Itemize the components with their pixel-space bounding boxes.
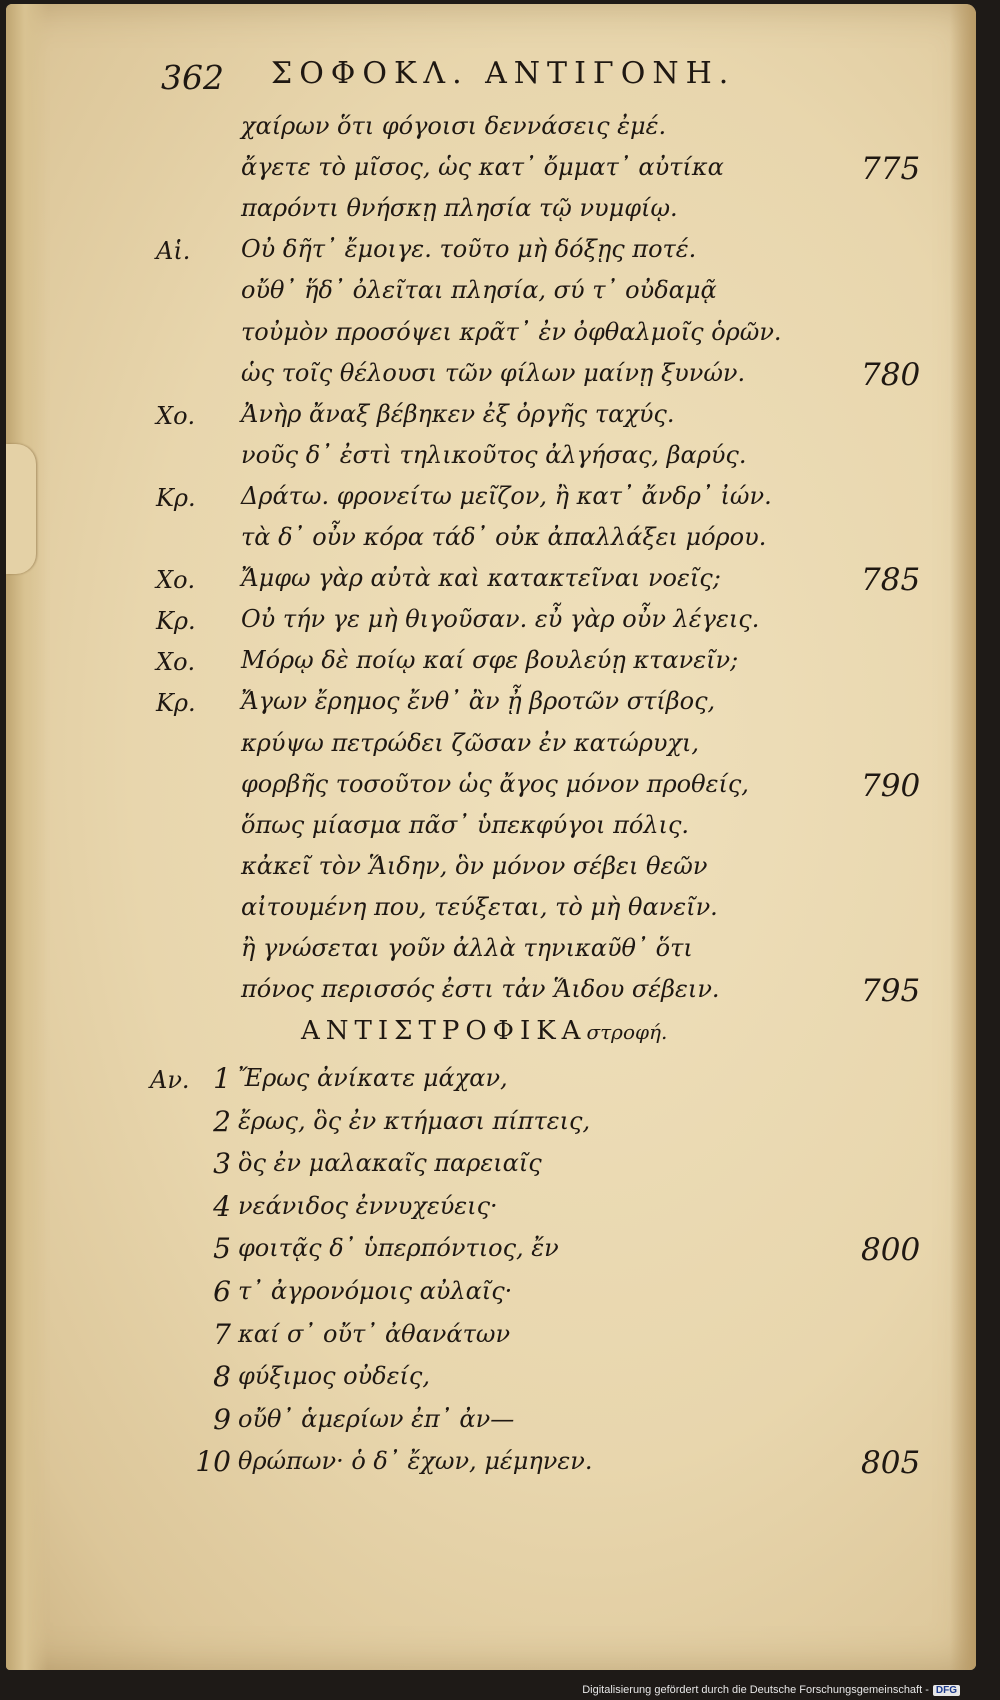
speaker-label: Αἱ. — [156, 237, 191, 266]
stanza-text: τ᾽ ἀγρονόμοις αὐλαῖς· — [238, 1277, 513, 1305]
line-number: 775 — [861, 151, 921, 188]
verse-text: τοὐμὸν προσόψει κρᾶτ᾽ ἐν ὀφθαλμοῖς ὁρῶν. — [241, 317, 782, 346]
line-number: 800 — [861, 1232, 921, 1269]
stanza-line — [6, 1318, 976, 1362]
stanza-line — [6, 1190, 976, 1234]
stanza-speaker-label: Αν. — [150, 1066, 190, 1094]
dfg-logo: DFG — [933, 1685, 960, 1696]
stanza-line-index: 2 — [213, 1104, 231, 1138]
verse-text: Οὐ δῆτ᾽ ἔμοιγε. τοῦτο μὴ δόξῃς ποτέ. — [241, 235, 697, 264]
speaker-label: Κρ. — [156, 607, 196, 636]
stanza-line-index: 7 — [213, 1317, 231, 1351]
stanza-line — [6, 1360, 976, 1404]
page-number: 362 — [161, 58, 224, 97]
verse-text: πόνος περισσός ἐστι τἀν Ἅιδου σέβειν. — [241, 975, 720, 1004]
verse-text: Δράτω. φρονείτω μεῖζον, ἢ κατ᾽ ἄνδρ᾽ ἰών. — [241, 481, 772, 510]
stanza-text: ἔρως, ὃς ἐν κτήμασι πίπτεις, — [238, 1106, 591, 1135]
line-number: 780 — [861, 356, 921, 393]
stanza-block — [6, 4, 976, 1670]
line-number: 805 — [861, 1445, 921, 1482]
digitization-credit — [582, 1684, 960, 1696]
book-page — [6, 4, 976, 1670]
stanza-line — [6, 1445, 976, 1489]
stanza-text: θρώπων· ὁ δ᾽ ἔχων, μέμηνεν. — [238, 1447, 593, 1476]
section-title: ΑΝΤΙΣΤΡΟΦΙΚΑ — [301, 1016, 587, 1046]
stanza-line-index: 8 — [213, 1360, 231, 1394]
stanza-line — [6, 1275, 976, 1319]
verse-text: Ἄγων ἔρημος ἔνθ᾽ ἂν ᾖ βροτῶν στίβος, — [241, 687, 716, 716]
line-number: 795 — [861, 973, 921, 1010]
verse-text: χαίρων ὅτι φόγοισι δεννάσεις ἐμέ. — [241, 112, 667, 140]
page-title: ΣΟΦΟΚΛ. ΑΝΤΙΓΟΝΗ. — [271, 56, 736, 91]
stanza-text: ὃς ἐν μαλακαῖς παρειαῖς — [238, 1149, 542, 1178]
verse-text: νοῦς δ᾽ ἐστὶ τηλικοῦτος ἀλγήσας, βαρύς. — [241, 440, 747, 469]
verse-text: παρόντι θνήσκῃ πλησία τῷ νυμφίῳ. — [241, 194, 678, 223]
verse-text: κρύψω πετρώδει ζῶσαν ἐν κατώρυχι, — [241, 728, 699, 757]
stanza-line — [6, 1403, 976, 1447]
credit-text: Digitalisierung gefördert durch die Deutsche Forschungsgemeinschaft - — [582, 1684, 929, 1696]
verse-text: ἢ γνώσεται γοῦν ἀλλὰ τηνικαῦθ᾽ ὅτι — [241, 934, 693, 962]
section-title-tail: στροφή. — [586, 1020, 668, 1044]
speaker-label: Κρ. — [156, 689, 196, 718]
stanza-line — [6, 1062, 976, 1106]
line-number: 785 — [861, 562, 921, 599]
verse-text: Ἄμφω γὰρ αὐτὰ καὶ κατακτεῖναι νοεῖς; — [241, 564, 721, 593]
speaker-label: Χο. — [156, 566, 196, 595]
verse-text: Ἀνὴρ ἄναξ βέβηκεν ἐξ ὀργῆς ταχύς. — [241, 399, 675, 428]
stanza-line-index: 5 — [213, 1232, 231, 1266]
speaker-label: Χο. — [156, 648, 196, 677]
speaker-label: Κρ. — [156, 483, 196, 512]
verse-text: αἰτουμένη που, τεύξεται, τὸ μὴ θανεῖν. — [241, 892, 718, 921]
stanza-line-index: 6 — [213, 1275, 231, 1308]
stanza-text: φοιτᾷς δ᾽ ὑπερπόντιος, ἔν — [238, 1234, 559, 1263]
verse-text: ὅπως μίασμα πᾶσ᾽ ὑπεκφύγοι πόλις. — [241, 810, 690, 839]
verse-text: ἄγετε τὸ μῖσος, ὡς κατ᾽ ὄμματ᾽ αὐτίκα — [241, 153, 724, 182]
stanza-line-index: 1 — [213, 1062, 231, 1095]
verse-text: ὡς τοῖς θέλουσι τῶν φίλων μαίνῃ ξυνών. — [241, 358, 746, 387]
verse-text: Μόρῳ δὲ ποίῳ καί σφε βουλεύῃ κτανεῖν; — [241, 646, 739, 675]
stanza-text: Ἔρως ἀνίκατε μάχαν, — [238, 1064, 508, 1092]
verse-text: οὔθ᾽ ἥδ᾽ ὀλεῖται πλησία, σύ τ᾽ οὐδαμᾷ — [241, 276, 717, 305]
stanza-line — [6, 1105, 976, 1149]
stanza-text: καί σ᾽ οὔτ᾽ ἀθανάτων — [238, 1319, 511, 1348]
stanza-text: φύξιμος οὐδείς, — [238, 1362, 430, 1391]
stanza-line-index: 3 — [213, 1147, 231, 1181]
stanza-line-index: 4 — [213, 1189, 231, 1223]
stanza-line-index: 9 — [213, 1402, 231, 1436]
stanza-text: οὔθ᾽ ἁμερίων ἐπ᾽ ἀν— — [238, 1404, 515, 1433]
line-number: 790 — [861, 767, 921, 804]
stanza-line — [6, 1232, 976, 1276]
verse-text: Οὐ τήν γε μὴ θιγοῦσαν. εὖ γὰρ οὖν λέγεις. — [241, 605, 760, 634]
stanza-line-index: 10 — [195, 1445, 231, 1479]
speaker-label: Χο. — [156, 401, 196, 430]
stanza-text: νεάνιδος ἐννυχεύεις· — [238, 1191, 498, 1220]
verse-text: κἀκεῖ τὸν Ἅιδην, ὃν μόνον σέβει θεῶν — [241, 851, 708, 880]
verse-text: φορβῆς τοσοῦτον ὡς ἄγος μόνον προθείς, — [241, 769, 749, 798]
verse-text: τὰ δ᾽ οὖν κόρα τάδ᾽ οὐκ ἀπαλλάξει μόρου. — [241, 523, 767, 551]
stanza-line — [6, 1147, 976, 1191]
